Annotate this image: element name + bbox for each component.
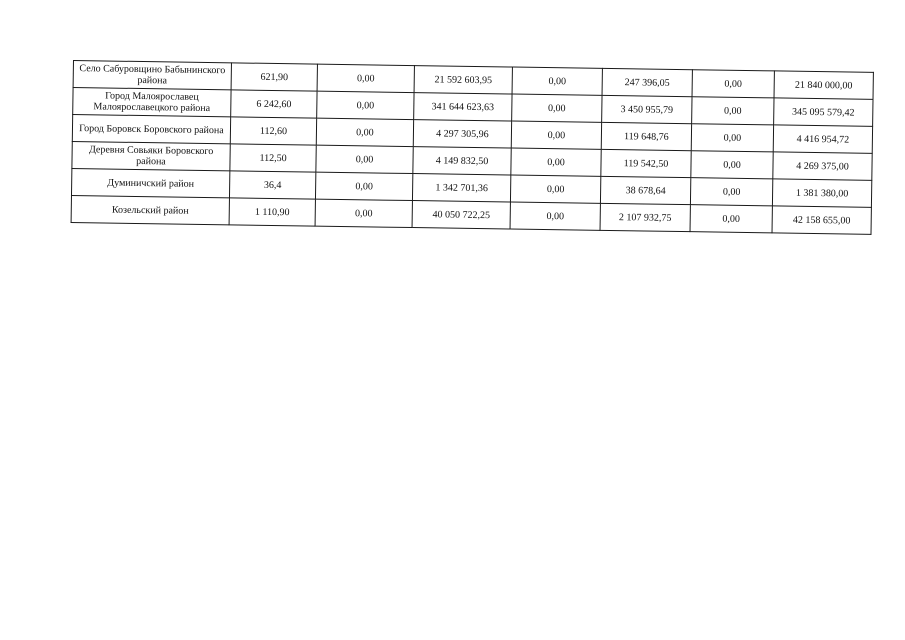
area-cell: 112,50 [230, 144, 316, 172]
total-cell: 4 416 954,72 [773, 125, 872, 153]
zero-cell-c: 0,00 [692, 97, 774, 125]
zero-cell-c: 0,00 [692, 70, 774, 98]
total-cell: 21 840 000,00 [774, 71, 873, 99]
zero-cell-b: 0,00 [510, 202, 600, 230]
total-cell: 4 269 375,00 [773, 152, 872, 180]
municipality-name-cell: Козельский район [71, 195, 229, 224]
zero-cell-a: 0,00 [317, 64, 414, 92]
total-cell: 42 158 655,00 [772, 206, 871, 234]
amount-cell: 21 592 603,95 [414, 66, 512, 94]
amount-cell: 4 297 305,96 [413, 120, 511, 148]
zero-cell-b: 0,00 [512, 94, 602, 122]
zero-cell-c: 0,00 [691, 151, 773, 179]
zero-cell-a: 0,00 [315, 172, 412, 200]
total-cell: 1 381 380,00 [772, 179, 871, 207]
zero-cell-a: 0,00 [316, 118, 413, 146]
zero-cell-a: 0,00 [316, 145, 413, 173]
extra-amount-cell: 247 396,05 [602, 68, 692, 96]
zero-cell-a: 0,00 [317, 91, 414, 119]
zero-cell-a: 0,00 [315, 199, 412, 227]
extra-amount-cell: 119 542,50 [601, 149, 691, 177]
municipality-name-cell: Село Сабуровщино Бабынинского района [73, 61, 231, 90]
municipality-name-cell: Думиничский район [71, 168, 229, 197]
zero-cell-c: 0,00 [690, 178, 772, 206]
amount-cell: 40 050 722,25 [412, 201, 510, 229]
table-container [71, 60, 874, 235]
municipality-name-cell: Город Боровск Боровского района [72, 115, 230, 144]
zero-cell-b: 0,00 [510, 175, 600, 203]
area-cell: 621,90 [231, 63, 317, 91]
municipality-name-cell: Деревня Совьяки Боровского района [72, 141, 230, 170]
zero-cell-c: 0,00 [691, 124, 773, 152]
total-cell: 345 095 579,42 [774, 98, 873, 126]
extra-amount-cell: 3 450 955,79 [602, 95, 692, 123]
zero-cell-b: 0,00 [511, 148, 601, 176]
data-table [71, 60, 874, 235]
amount-cell: 1 342 701,36 [412, 174, 510, 202]
zero-cell-b: 0,00 [512, 67, 602, 95]
extra-amount-cell: 119 648,76 [601, 122, 691, 150]
area-cell: 112,60 [230, 117, 316, 145]
area-cell: 1 110,90 [229, 198, 315, 226]
amount-cell: 341 644 623,63 [414, 93, 512, 121]
area-cell: 6 242,60 [231, 90, 317, 118]
extra-amount-cell: 2 107 932,75 [600, 203, 690, 231]
table-body [71, 61, 873, 235]
extra-amount-cell: 38 678,64 [600, 176, 690, 204]
amount-cell: 4 149 832,50 [413, 147, 511, 175]
area-cell: 36,4 [229, 171, 315, 199]
municipality-name-cell: Город Малоярославец Малоярославецкого района [73, 88, 231, 117]
zero-cell-c: 0,00 [690, 205, 772, 233]
zero-cell-b: 0,00 [511, 121, 601, 149]
